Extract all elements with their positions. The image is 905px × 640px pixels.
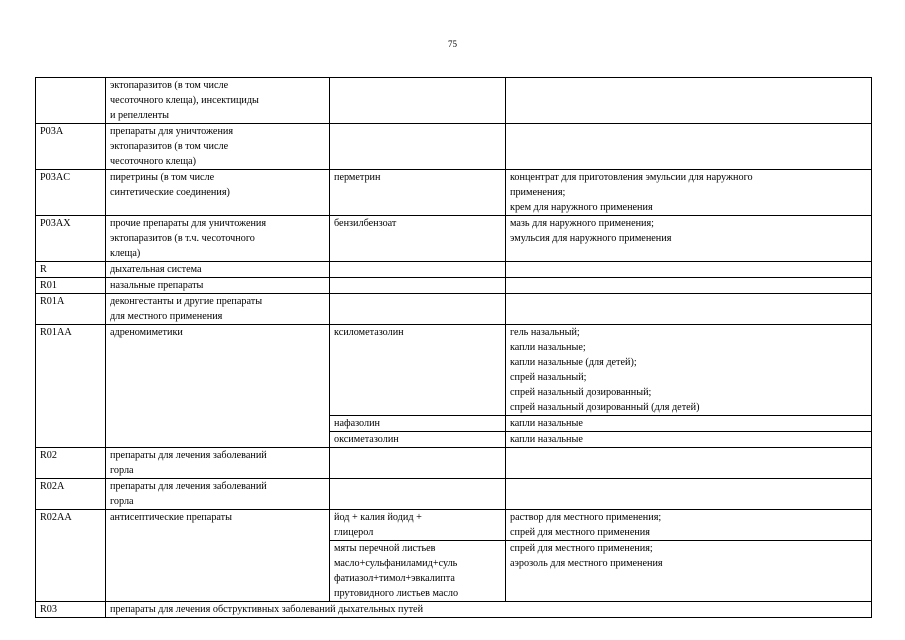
drug-name-cell: нафазолин [330,416,506,432]
table-row [36,294,872,325]
atc-code-cell: R02AA [36,510,106,602]
dosage-forms-cell: мазь для наружного применения; эмульсия для наружного применения [506,216,872,262]
drug-name-cell [330,278,506,294]
table-row [36,325,872,416]
anatomical-group-cell: препараты для лечения заболеваний горла [106,448,330,479]
drug-name-cell: ксилометазолин [330,325,506,416]
dosage-forms-cell: гель назальный; капли назальные; капли назальные (для детей); спрей назальный; спрей назальный дозированный; спрей назальный дозированный (для детей) [506,325,872,416]
medicines-table [35,77,872,618]
dosage-forms-cell [506,448,872,479]
drug-name-cell [330,262,506,278]
dosage-forms-cell [506,124,872,170]
dosage-forms-cell [506,479,872,510]
dosage-forms-cell [506,78,872,124]
drug-name-cell: перметрин [330,170,506,216]
drug-name-cell [330,479,506,510]
atc-code-cell: R01A [36,294,106,325]
drug-name-cell [330,78,506,124]
anatomical-group-cell: назальные препараты [106,278,330,294]
atc-code-cell [36,78,106,124]
atc-code-cell: P03AC [36,170,106,216]
anatomical-group-cell: прочие препараты для уничтожения эктопаразитов (в т.ч. чесоточного клеща) [106,216,330,262]
drug-name-cell [330,294,506,325]
table-row [36,448,872,479]
table-row [36,278,872,294]
anatomical-group-cell: антисептические препараты [106,510,330,602]
table-row [36,124,872,170]
drug-name-cell [330,448,506,479]
table-row [36,170,872,216]
anatomical-group-cell: эктопаразитов (в том числе чесоточного клеща), инсектициды и репелленты [106,78,330,124]
dosage-forms-cell: капли назальные [506,432,872,448]
atc-code-cell: R01 [36,278,106,294]
atc-code-cell: R02 [36,448,106,479]
anatomical-group-cell: деконгестанты и другие препараты для местного применения [106,294,330,325]
dosage-forms-cell [506,294,872,325]
anatomical-group-cell: пиретрины (в том числе синтетические соединения) [106,170,330,216]
table-body [36,78,872,618]
anatomical-group-cell: дыхательная система [106,262,330,278]
atc-code-cell: P03A [36,124,106,170]
page-number: 75 [448,39,457,49]
table-row [36,262,872,278]
drug-name-cell [330,124,506,170]
atc-code-cell: R03 [36,602,106,618]
drug-name-cell: оксиметазолин [330,432,506,448]
anatomical-group-cell: препараты для лечения заболеваний горла [106,479,330,510]
dosage-forms-cell [506,262,872,278]
anatomical-group-cell: препараты для лечения обструктивных заболеваний дыхательных путей [106,602,872,618]
atc-code-cell: R [36,262,106,278]
table-row [36,510,872,541]
table-row [36,216,872,262]
drug-name-cell: йод + калия йодид + глицерол [330,510,506,541]
drug-name-cell: бензилбензоат [330,216,506,262]
anatomical-group-cell: адреномиметики [106,325,330,448]
table-row [36,602,872,618]
dosage-forms-cell: капли назальные [506,416,872,432]
atc-code-cell: P03AX [36,216,106,262]
table-row [36,78,872,124]
dosage-forms-cell: раствор для местного применения; спрей для местного применения [506,510,872,541]
dosage-forms-cell [506,278,872,294]
dosage-forms-cell: спрей для местного применения; аэрозоль для местного применения [506,541,872,602]
anatomical-group-cell: препараты для уничтожения эктопаразитов (в том числе чесоточного клеща) [106,124,330,170]
dosage-forms-cell: концентрат для приготовления эмульсии для наружного применения; крем для наружного применения [506,170,872,216]
table-row [36,479,872,510]
atc-code-cell: R01AA [36,325,106,448]
drug-name-cell: мяты перечной листьев масло+сульфаниламид+суль фатиазол+тимол+эвкалипта прутовидного листьев масло [330,541,506,602]
atc-code-cell: R02A [36,479,106,510]
